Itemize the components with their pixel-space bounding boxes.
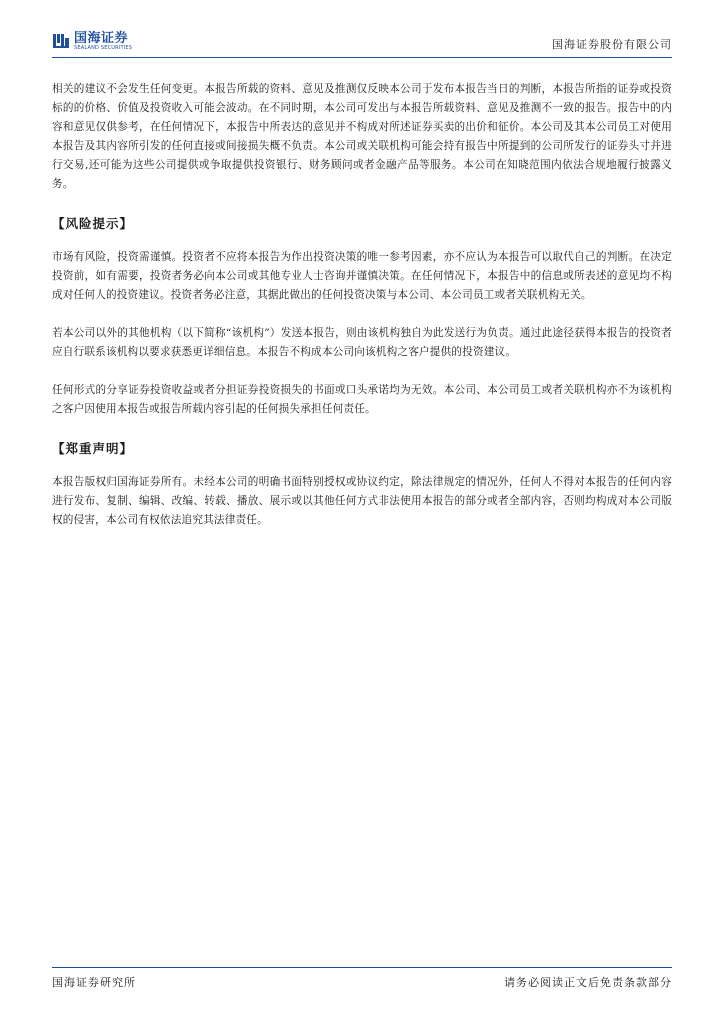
statement-paragraph: 本报告版权归国海证券所有。未经本公司的明确书面特别授权或协议约定，除法律规定的情况外，任何人不得对本报告的任何内容进行发布、复制、编辑、改编、转载、播放、展示或以其他任何方式非法使用本报告的部分或者全部内容，否则均构成对本公司版权的侵害，本公司有权依法追究其法律责任。	[52, 476, 672, 526]
page-header	[52, 30, 672, 54]
risk-paragraph-1: 市场有风险，投资需谨慎。投资者不应将本报告为作出投资决策的唯一参考因素，亦不应认为本报告可以取代自己的判断。在决定投资前，如有需要，投资者务必向本公司或其他专业人士咨询并谨慎决策。在任何情况下，本报告中的信息或所表述的意见均不构成对任何人的投资建议。投资者务必注意，其据此做出的任何投资决策与本公司、本公司员工或者关联机构无关。	[52, 251, 672, 301]
company-logo	[52, 30, 132, 52]
footer-notice: 请务必阅读正文后免责条款部分	[504, 976, 672, 989]
disclaimer-paragraph: 相关的建议不会发生任何变更。本报告所载的资料、意见及推测仅反映本公司于发布本报告当日的判断，本报告所指的证券或投资标的的价格、价值及投资收入可能会波动。在不同时期，本公司可发出与本报告所载资料、意见及推测不一致的报告。报告中的内容和意见仅供参考，在任何情况下，本报告中所表达的意见并不构成对所述证券买卖的出价和征价。本公司及其本公司员工对使用本报告及其内容所引发的任何直接或间接损失概不负责。本公司或关联机构可能会持有报告中所提到的公司所发行的证券头寸并进行交易,还可能为这些公司提供或争取提供投资银行、财务顾问或者金融产品等服务。本公司在知晓范围内依法合规地履行披露义务。	[52, 83, 672, 190]
company-name: 国海证券股份有限公司	[552, 38, 672, 51]
risk-paragraph-3: 任何形式的分享证券投资收益或者分担证券投资损失的书面或口头承诺均为无效。本公司、本公司员工或者关联机构亦不为该机构之客户因使用本报告或报告所载内容引起的任何损失承担任何责任。	[52, 384, 672, 415]
sealand-logo-icon	[52, 32, 70, 50]
logo-chinese-text: 国海证券	[74, 30, 129, 46]
statement-section-title: 【郑重声明】	[52, 441, 134, 456]
footer-institute: 国海证券研究所	[52, 976, 136, 989]
page-body	[52, 80, 672, 530]
risk-section-title: 【风险提示】	[52, 216, 134, 231]
risk-paragraph-2: 若本公司以外的其他机构（以下简称“该机构”）发送本报告，则由该机构独自为此发送行为负责。通过此途径获得本报告的投资者应自行联系该机构以要求获悉更详细信息。本报告不构成本公司向该机构之客户提供的投资建议。	[52, 327, 672, 358]
footer-divider	[52, 967, 672, 968]
logo-english-text: SEALAND SECURITIES	[74, 44, 133, 51]
header-divider	[52, 57, 672, 58]
